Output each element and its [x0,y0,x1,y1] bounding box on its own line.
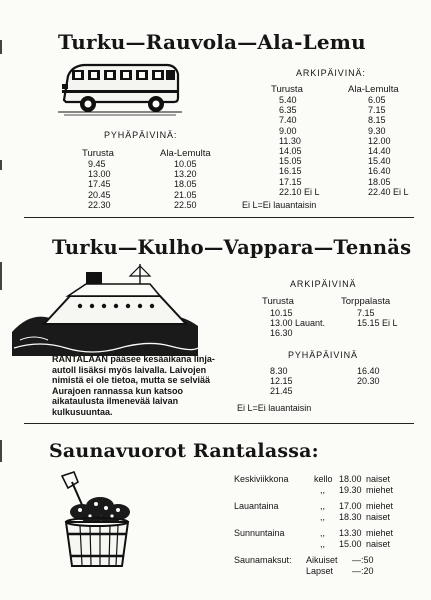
departure-time: 12.00 [368,135,391,146]
departure-time: 18.05 [368,176,391,187]
sauna-time: 19.30 [339,485,362,495]
departure-time: 10.05 [174,159,197,169]
departure-time: 16.40 [368,166,391,177]
section-title-bus-route-1: Turku—Rauvola—Ala-Lemu [58,30,366,54]
footnote-ei-l: Ei L=Ei lauantaisin [237,403,312,413]
departure-time: 6.05 [368,95,386,105]
sauna-day-label: Sunnuntaina [234,528,285,538]
departure-time: 20.45 [88,189,111,200]
departure-time: 13.00 [88,169,111,180]
departure-time: 16.40 [357,366,380,376]
departure-time: 13.20 [174,169,197,180]
sauna-time: 15.00 [339,539,362,549]
sauna-group: miehet [366,485,394,495]
section-title-sauna: Saunavuorot Rantalassa: [49,440,319,462]
column-header-to: Ala-Lemulta [160,148,211,159]
sauna-day-label: Lauantaina [234,501,279,511]
column-header-to: Torppalasta [341,296,391,307]
departure-time: 22.30 [88,199,111,210]
departure-time: 15.15 Ei L [357,318,398,329]
sauna-kello-label: kello [314,474,333,484]
departure-time: 14.40 [368,146,391,157]
binding-mark [0,160,2,170]
sunday-departures-from-turku [270,366,293,397]
departure-time: 6.35 [279,105,297,116]
section-divider [24,217,414,218]
sauna-ditto-mark: ,, [320,539,326,549]
binding-mark [0,440,2,462]
departure-time: 20.30 [357,376,380,387]
fee-category: Aikuiset [306,555,338,565]
sauna-time: 17.00 [339,501,362,511]
sauna-bucket-illustration [56,470,138,570]
sauna-time: 13.30 [339,528,362,538]
departure-time: 5.40 [279,95,297,105]
sauna-fees-label: Saunamaksut: [234,555,292,565]
section-title-bus-route-2: Turku—Kulho—Vappara—Tennäs [52,236,412,259]
departure-time: 7.40 [279,115,297,126]
departure-time: 7.15 [368,105,386,116]
departure-time: 7.15 [357,308,375,318]
sauna-day-label: Keskiviikkona [234,474,289,484]
weekday-header: ARKIPÄIVINÄ [290,279,357,289]
departure-time: 13.00 Lauant. [270,318,326,329]
departure-time: 11.30 [279,135,301,146]
column-header-from: Turusta [271,84,303,95]
sunday-header: PYHÄPÄIVINÄ: [104,130,178,140]
sunday-departures-from-turku [88,159,111,210]
sauna-ditto-mark: ,, [320,512,326,522]
departure-time: 8.30 [270,366,288,376]
departure-time: 10.15 [270,308,293,318]
departure-time: 9.00 [279,125,297,136]
section-divider [24,423,414,424]
weekday-departures-from-ala-lemu [368,95,409,197]
sauna-group: naiset [366,512,391,522]
sunday-departures-from-ala-lemu [174,159,197,210]
weekday-departures-from-torppala [357,308,398,328]
departure-time: 15.05 [279,156,302,167]
binding-mark [0,262,2,290]
departure-time: 22.50 [174,199,197,210]
sauna-group: miehet [366,501,394,511]
footnote-ei-l: Ei L=Ei lauantaisin [242,200,317,210]
departure-time: 21.05 [174,189,197,200]
ship-illustration [10,262,200,356]
sauna-group: naiset [366,539,391,549]
weekday-departures-from-turku [270,308,325,339]
fee-price: —:20 [352,566,374,576]
departure-time: 9.45 [88,159,106,169]
column-header-from: Turusta [262,296,294,307]
fee-price: —:50 [352,555,374,565]
sunday-departures-from-torppala [357,366,380,386]
weekday-departures-from-turku [279,95,320,197]
departure-time: 21.45 [270,386,293,397]
column-header-to: Ala-Lemulta [348,84,399,95]
bus-illustration [58,60,182,120]
weekday-header: ARKIPÄIVINÄ: [296,68,366,78]
departure-time: 22.40 Ei L [368,186,409,197]
departure-time: 16.15 [279,166,302,177]
departure-time: 17.15 [279,176,302,187]
sauna-ditto-mark: ,, [320,501,326,511]
column-header-from: Turusta [82,148,114,159]
departure-time: 8.15 [368,115,386,126]
departure-time: 9.30 [368,125,386,136]
departure-time: 22.10 Ei L [279,186,320,197]
departure-time: 18.05 [174,179,197,190]
binding-mark [0,40,2,54]
departure-time: 12.15 [270,376,293,387]
sauna-group: miehet [366,528,394,538]
sunday-header: PYHÄPÄIVINÄ [288,350,358,360]
fee-category: Lapset [306,566,334,576]
sauna-time: 18.30 [339,512,362,522]
departure-time: 17.45 [88,179,111,190]
departure-time: 15.40 [368,156,391,167]
ferry-info-paragraph: RANTALAAN pääsee kesäaikana linja-autoll lisäksi myös laivalla. Laivojen nimistä ei ole tietoa, mutta se selviää Aurajoen rannassa kun katsoo aikataulusta ilmenevää laivan kulkusuuntaa. [52,354,215,417]
sauna-ditto-mark: ,, [320,528,326,538]
sauna-ditto-mark: ,, [320,485,326,495]
departure-time: 16.30 [270,328,293,339]
sauna-time: 18.00 [339,474,362,484]
departure-time: 14.05 [279,146,302,157]
sauna-group: naiset [366,474,391,484]
